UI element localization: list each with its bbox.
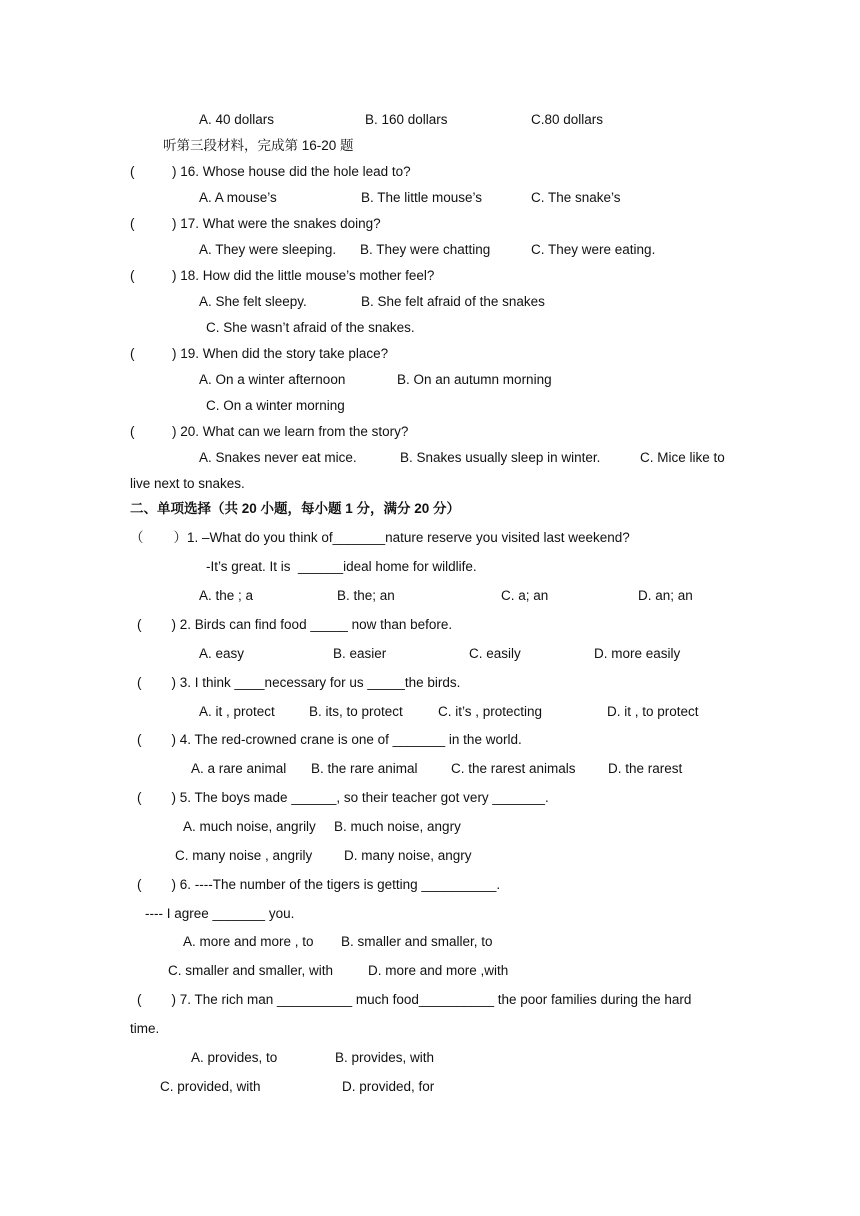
text-line: A. They were sleeping. xyxy=(199,242,337,257)
text-line: B. the rare animal xyxy=(311,761,418,776)
text-line: C. the rarest animals xyxy=(451,761,576,776)
text-line: ---- I agree _______ you. xyxy=(145,906,295,921)
text-line: B. 160 dollars xyxy=(365,112,448,127)
text-line: B. Snakes usually sleep in winter. xyxy=(400,450,601,465)
text-line: C. many noise , angrily xyxy=(175,848,313,863)
text-line: B. On an autumn morning xyxy=(397,372,552,387)
text-line: A. a rare animal xyxy=(191,761,287,776)
text-line: B. its, to protect xyxy=(309,704,403,719)
text-line: ( ) 18. How did the little mouse’s mother feel? xyxy=(130,268,435,283)
text-line: D. provided, for xyxy=(342,1079,435,1094)
text-line: C.80 dollars xyxy=(531,112,604,127)
text-line: ( ) 19. When did the story take place? xyxy=(130,346,389,361)
text-line: B. the; an xyxy=(337,588,395,603)
text-line: C. The snake’s xyxy=(531,190,621,205)
text-line: live next to snakes. xyxy=(130,476,245,491)
text-line: 二、单项选择（共 20 小题，每小题 1 分，满分 20 分） xyxy=(130,501,461,516)
text-line: B. The little mouse’s xyxy=(361,190,483,205)
text-line: C. Mice like to xyxy=(640,450,725,465)
text-line: C. provided, with xyxy=(160,1079,261,1094)
text-line: （ ）1. –What do you think of_______nature reserve you visited last weekend? xyxy=(130,530,630,545)
text-line: C. They were eating. xyxy=(531,242,656,257)
text-line: C. a; an xyxy=(501,588,549,603)
text-line: D. the rarest xyxy=(608,761,683,776)
text-line: A. much noise, angrily xyxy=(183,819,316,834)
text-line: A. the ; a xyxy=(199,588,254,603)
text-line: D. it , to protect xyxy=(607,704,699,719)
text-line: 听第三段材料，完成第 16-20 题 xyxy=(163,138,354,153)
text-line: ( ) 17. What were the snakes doing? xyxy=(130,216,381,231)
text-line: A. it , protect xyxy=(199,704,275,719)
text-line: ( ) 4. The red-crowned crane is one of _______ in the world. xyxy=(137,732,522,747)
text-line: C. On a winter morning xyxy=(206,398,345,413)
text-line: A. Snakes never eat mice. xyxy=(199,450,357,465)
text-line: A. easy xyxy=(199,646,245,661)
text-line: -It’s great. It is ______ideal home for wildlife. xyxy=(206,559,477,574)
text-line: A. 40 dollars xyxy=(199,112,275,127)
text-line: C. easily xyxy=(469,646,521,661)
text-line: D. more and more ,with xyxy=(368,963,509,978)
text-line: D. an; an xyxy=(638,588,693,603)
text-line: ( ) 6. ----The number of the tigers is getting __________. xyxy=(137,877,501,892)
text-line: C. She wasn’t afraid of the snakes. xyxy=(206,320,415,335)
text-line: D. many noise, angry xyxy=(344,848,472,863)
text-line: B. easier xyxy=(333,646,387,661)
text-line: B. smaller and smaller, to xyxy=(341,934,493,949)
text-line: time. xyxy=(130,1021,160,1036)
text-line: A. provides, to xyxy=(191,1050,278,1065)
text-line: D. more easily xyxy=(594,646,681,661)
text-line: ( ) 7. The rich man __________ much food__________ the poor families during the hard xyxy=(137,992,692,1007)
text-line: A. On a winter afternoon xyxy=(199,372,346,387)
text-line: A. A mouse’s xyxy=(199,190,277,205)
text-line: A. She felt sleepy. xyxy=(199,294,307,309)
text-line: A. more and more , to xyxy=(183,934,314,949)
text-line: C. it’s , protecting xyxy=(438,704,543,719)
text-line: C. smaller and smaller, with xyxy=(168,963,334,978)
text-line: ( ) 16. Whose house did the hole lead to? xyxy=(130,164,411,179)
text-line: ( ) 2. Birds can find food _____ now than before. xyxy=(137,617,453,632)
text-line: B. provides, with xyxy=(335,1050,435,1065)
text-line: B. She felt afraid of the snakes xyxy=(361,294,545,309)
text-line: B. They were chatting xyxy=(360,242,491,257)
text-line: ( ) 20. What can we learn from the story? xyxy=(130,424,409,439)
text-line: ( ) 3. I think ____necessary for us _____the birds. xyxy=(137,675,461,690)
text-line: ( ) 5. The boys made ______, so their teacher got very _______. xyxy=(137,790,549,805)
text-line: B. much noise, angry xyxy=(334,819,461,834)
